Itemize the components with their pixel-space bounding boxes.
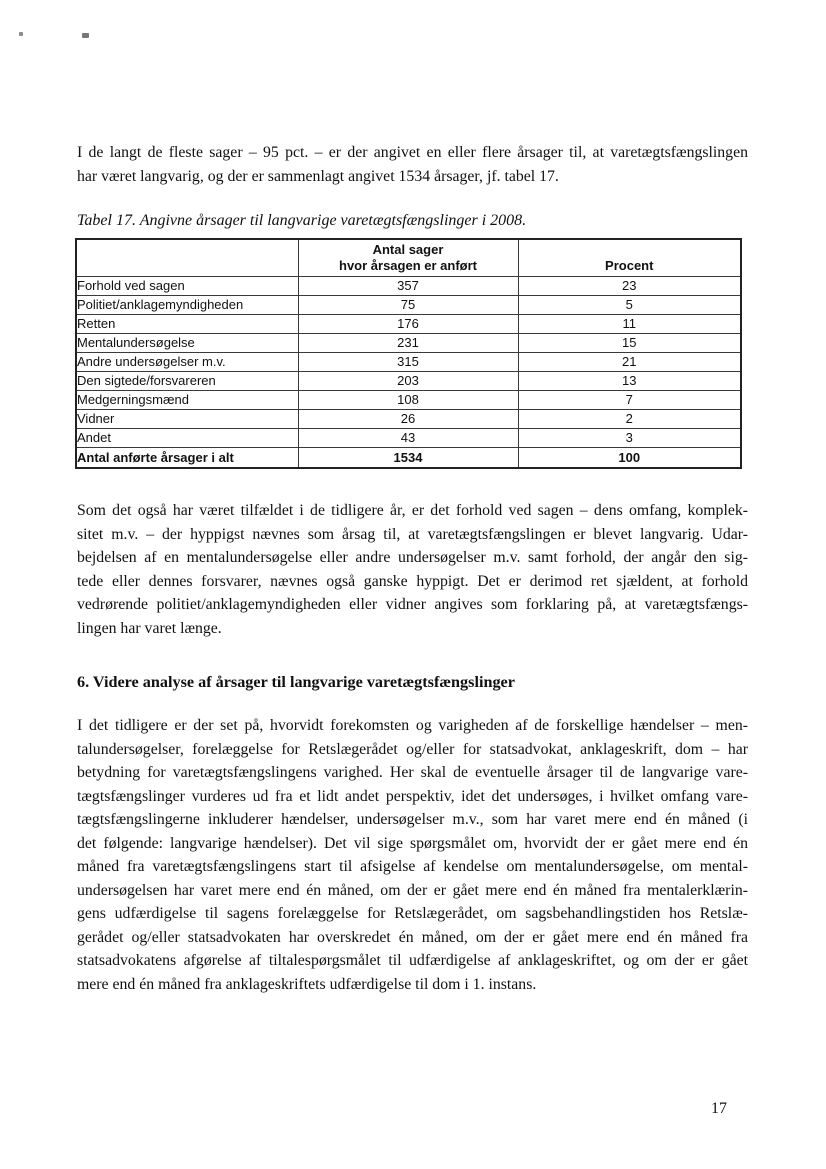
paragraph-line: det følgende: langvarige hændelser). Det vil sige spørgsmålet om, hvorvidt der er gået mere end én: [77, 834, 748, 852]
total-procent-cell: 100: [518, 447, 741, 468]
row-label-cell: Retten: [76, 314, 298, 333]
paragraph-line: sitet m.v. – der hyppigst nævnes som årsag til, at varetægtsfængslingen er blevet langvarig. Udar-: [77, 525, 748, 543]
procent-cell: 7: [518, 390, 741, 409]
row-label-cell: Andet: [76, 428, 298, 447]
total-label-cell: Antal anførte årsager i alt: [76, 447, 298, 468]
table-row: [76, 371, 741, 390]
procent-cell: 11: [518, 314, 741, 333]
paragraph-line: tede eller dennes forsvarer, nævnes også ganske hyppigt. Det er derimod ret sjældent, at forhold: [77, 572, 748, 590]
paragraph-line: Som det også har været tilfældet i de tidligere år, er det forhold ved sagen – dens omfang, komplek-: [77, 502, 748, 519]
antal-cell: 43: [298, 428, 518, 447]
page-number: 17: [711, 1100, 727, 1117]
section-heading: 6. Videre analyse af årsager til langvarige varetægtsfængslinger: [77, 673, 515, 691]
antal-cell: 75: [298, 295, 518, 314]
paragraph-line: tægtsfængslinger vurderes ud fra et lidt andet perspektiv, idet det undersøges, i hvilket omfang vare-: [77, 787, 748, 805]
procent-cell: 2: [518, 409, 741, 428]
antal-cell: 231: [298, 333, 518, 352]
table-row: [76, 428, 741, 447]
row-label-cell: Politiet/anklagemyndigheden: [76, 295, 298, 314]
paragraph-line: bejdelsen af en mentalundersøgelse eller andre undersøgelser m.v. samt forhold, der angår den sig-: [77, 549, 748, 566]
table-row: [76, 409, 741, 428]
paragraph-line: I de langt de fleste sager – 95 pct. – er der angivet en eller flere årsager til, at varetægtsfængslingen: [77, 144, 748, 161]
scan-speck-icon: [82, 33, 89, 38]
scan-speck-icon: [19, 32, 23, 36]
header-antal-line1: Antal sager: [372, 241, 444, 257]
row-label-cell: Medgerningsmænd: [76, 390, 298, 409]
paragraph-line: gens udfærdigelse til sagens forelæggelse for Retslægerådet, om sagsbehandlingstiden hos Retslæ-: [77, 905, 748, 922]
table-caption: Tabel 17. Angivne årsager til langvarige varetægtsfængslinger i 2008.: [77, 212, 527, 229]
header-antal-sager: [298, 239, 518, 276]
header-antal-line2: hvor årsagen er anført: [339, 257, 477, 273]
row-label-cell: Forhold ved sagen: [76, 276, 298, 295]
antal-cell: 315: [298, 352, 518, 371]
table-row: [76, 352, 741, 371]
analysis-paragraph: [77, 714, 748, 996]
row-label-cell: Andre undersøgelser m.v.: [76, 352, 298, 371]
procent-cell: 3: [518, 428, 741, 447]
paragraph-line: har været langvarig, og der er sammenlagt angivet 1534 årsager, jf. tabel 17.: [77, 167, 559, 185]
table-row: [76, 314, 741, 333]
row-label-cell: Vidner: [76, 409, 298, 428]
table-header-row: [76, 239, 741, 276]
procent-cell: 15: [518, 333, 741, 352]
antal-cell: 357: [298, 276, 518, 295]
antal-cell: 108: [298, 390, 518, 409]
paragraph-line: tægtsfængslingerne inkluderer hændelser, undersøgelser m.v., som har varet mere end én måned (i: [77, 811, 748, 828]
paragraph-line: måned fra varetægtsfængslingens start til afsigelse af kendelse om mentalundersøgelse, om mental-: [77, 858, 748, 875]
causes-table: [75, 238, 742, 469]
row-label-cell: Mentalundersøgelse: [76, 333, 298, 352]
header-empty-cell: [76, 239, 298, 276]
procent-cell: 23: [518, 276, 741, 295]
table-row: [76, 333, 741, 352]
procent-cell: 5: [518, 295, 741, 314]
table-row: [76, 276, 741, 295]
antal-cell: 26: [298, 409, 518, 428]
paragraph-line: I det tidligere er der set på, hvorvidt forekomsten og varigheden af de forskellige hændelser – men-: [77, 717, 748, 734]
table-row: [76, 295, 741, 314]
antal-cell: 203: [298, 371, 518, 390]
header-procent: Procent: [518, 239, 741, 276]
discussion-paragraph: [77, 499, 748, 640]
paragraph-line: statsadvokatens afgørelse af tiltalespørgsmålet til udfærdigelse af anklageskriftet, og om der er gået: [77, 952, 748, 969]
paragraph-line: mere end én måned fra anklageskriftets udfærdigelse til dom i 1. instans.: [77, 975, 537, 993]
antal-cell: 176: [298, 314, 518, 333]
paragraph-line: vedrørende politiet/anklagemyndigheden eller vidner angives som forklaring på, at varetægtsfængs-: [77, 596, 748, 613]
paragraph-line: undersøgelsen har varet mere end én måned, om der er gået mere end én måned fra mentalerklærin-: [77, 881, 748, 899]
paragraph-line: talundersøgelser, forelæggelse for Retslægerådet og/eller for statsadvokat, anklageskrift, dom – har: [77, 740, 748, 758]
intro-paragraph: [77, 141, 748, 188]
row-label-cell: Den sigtede/forsvareren: [76, 371, 298, 390]
paragraph-line: betydning for varetægtsfængslingens varighed. Her skal de eventuelle årsager til de langvarige vare-: [77, 764, 748, 781]
table-total-row: [76, 447, 741, 468]
table-row: [76, 390, 741, 409]
procent-cell: 13: [518, 371, 741, 390]
procent-cell: 21: [518, 352, 741, 371]
paragraph-line: gerådet og/eller statsadvokaten har overskredet én måned, om der er gået mere end én måned fra: [77, 928, 748, 946]
paragraph-line: lingen har varet længe.: [77, 619, 222, 637]
total-antal-cell: 1534: [298, 447, 518, 468]
